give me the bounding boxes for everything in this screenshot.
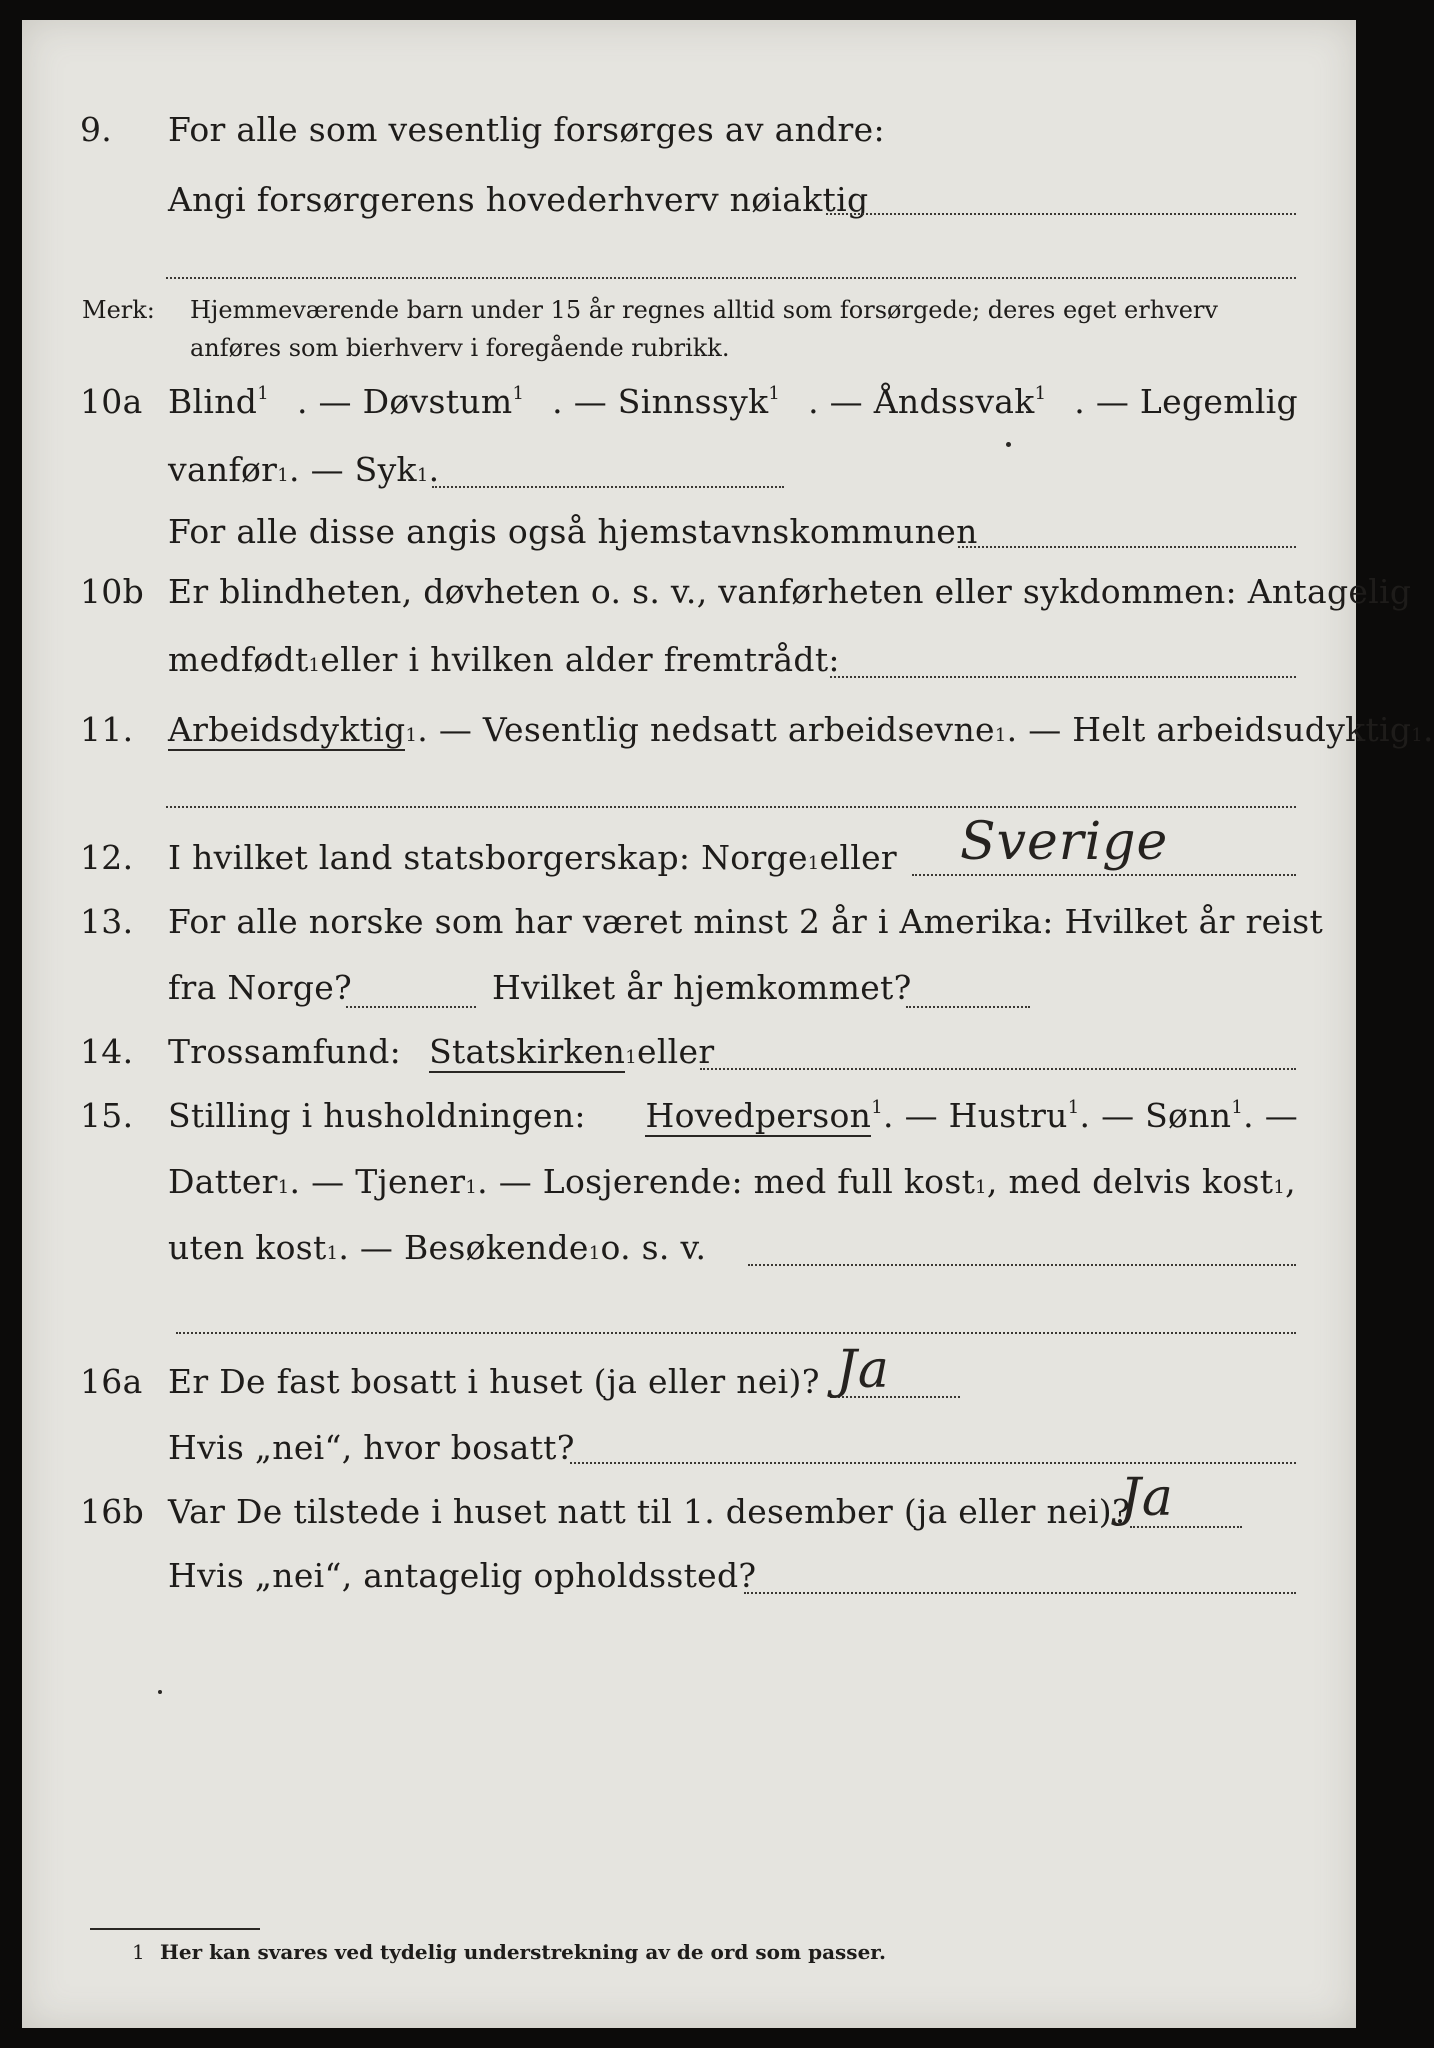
q12-number: 12.: [80, 838, 134, 877]
opt-full-kost[interactable]: . — Losjerende: med full kost: [477, 1162, 976, 1201]
opt-nedsatt[interactable]: . — Vesentlig nedsatt arbeidsevne: [417, 710, 995, 749]
q14-text: Trossamfund: Statskirken 1 eller: [168, 1032, 715, 1071]
q11-number: 11.: [80, 710, 134, 749]
opt-hovedperson-underlined[interactable]: Hovedperson: [645, 1096, 872, 1135]
q10a-text2: vanfør 1 . — Syk 1 .: [168, 450, 440, 489]
footnote-ref: 1: [1034, 383, 1047, 404]
punct: ,: [1285, 1162, 1296, 1201]
merk-text1: Hjemmeværende barn under 15 år regnes alltid som forsørgede; deres eget erhverv: [190, 296, 1218, 324]
q13-hjemkommet-label: Hvilket år hjemkommet?: [492, 968, 912, 1007]
ink-dot: [1006, 442, 1011, 447]
q10a-syk-field[interactable]: [432, 486, 784, 488]
footnote-ref: 1: [512, 383, 525, 404]
q13-number: 13.: [80, 902, 134, 941]
q12-text: I hvilket land statsborgerskap: Norge 1 eller: [168, 838, 897, 877]
opt-syk[interactable]: . — Syk: [289, 450, 417, 489]
opt-udyktig[interactable]: . — Helt arbeidsudyktig: [1006, 710, 1412, 749]
opt-statskirken-underlined[interactable]: Statskirken: [429, 1032, 626, 1071]
opt-delvis-kost[interactable]: , med delvis kost: [986, 1162, 1274, 1201]
punct: .: [1423, 710, 1434, 749]
opt-andssvak[interactable]: . — Åndssvak: [808, 382, 1035, 421]
q13-hjemkommet-field[interactable]: [906, 1006, 1030, 1008]
q15-text3: uten kost 1 . — Besøkende 1 o. s. v.: [168, 1228, 707, 1267]
q15-osv: o. s. v.: [600, 1228, 707, 1267]
footnote-ref: 1: [1067, 1097, 1080, 1118]
q9-text2: Angi forsørgerens hovederhverv nøiaktig: [168, 180, 869, 219]
footnote-rule: [90, 1928, 260, 1930]
q13-text: For alle norske som har været minst 2 år i Amerika: Hvilket år reist: [168, 902, 1324, 941]
q16a-text2: Hvis „nei“, hvor bosatt?: [168, 1428, 575, 1467]
q10b-text: Er blindheten, døvheten o. s. v., vanførheten eller sykdommen: Antagelig: [168, 572, 1412, 611]
q10b-alder-field[interactable]: [830, 676, 1296, 678]
q13-reist-label: fra Norge?: [168, 968, 353, 1007]
opt-blind[interactable]: Blind: [168, 382, 258, 421]
paper-speck: [158, 1690, 162, 1694]
q15-text: [168, 1096, 1298, 1135]
q13-text2: [168, 968, 912, 1007]
q12-eller: eller: [819, 838, 897, 877]
q16a-text: Er De fast bosatt i huset (ja eller nei)?: [168, 1362, 820, 1401]
q10b-text2: medfødt 1 eller i hvilken alder fremtrådt:: [168, 640, 840, 679]
footnote-ref: 1: [768, 383, 781, 404]
q11-text: Arbeidsdyktig 1 . — Vesentlig nedsatt arbeidsevne 1 . — Helt arbeidsudyktig 1 .: [168, 710, 1434, 749]
q12-answer-field[interactable]: [912, 874, 1296, 876]
punct: . —: [1243, 1096, 1298, 1135]
q14-answer-field[interactable]: [700, 1068, 1296, 1070]
q12-label: I hvilket land statsborgerskap: Norge: [168, 838, 808, 877]
q16a-bosatt-field[interactable]: [570, 1462, 1296, 1464]
footnote-ref: 1: [1231, 1097, 1244, 1118]
q10a-kommune-field[interactable]: [958, 546, 1296, 548]
q9-answer-field-2[interactable]: [166, 277, 1296, 279]
opt-arbeidsdyktig-underlined[interactable]: Arbeidsdyktig: [168, 710, 406, 749]
q15-answer-field-2[interactable]: [176, 1332, 1296, 1334]
q9-text: For alle som vesentlig forsørges av andre:: [168, 110, 885, 149]
q15-number: 15.: [80, 1096, 134, 1135]
q16b-text2: Hvis „nei“, antagelig opholdssted?: [168, 1556, 757, 1595]
merk-text2: anføres som bierhverv i foregående rubrikk.: [190, 334, 730, 362]
opt-besokende[interactable]: . — Besøkende: [338, 1228, 589, 1267]
opt-vanfor[interactable]: vanfør: [168, 450, 278, 489]
q16b-number: 16b: [80, 1492, 145, 1531]
q16b-text: Var De tilstede i huset natt til 1. desember (ja eller nei)?: [168, 1492, 1130, 1531]
footnote-text: Her kan svares ved tydelig understrekning av de ord som passer.: [160, 1940, 886, 1964]
q16b-handwritten-answer: Ja: [1120, 1468, 1174, 1528]
q14-label: Trossamfund:: [168, 1032, 402, 1071]
merk-label: Merk:: [82, 296, 155, 324]
q15-label: Stilling i husholdningen:: [168, 1096, 586, 1135]
q10a-text3: For alle disse angis også hjemstavnskommunen: [168, 512, 978, 551]
q16a-number: 16a: [80, 1362, 143, 1401]
opt-hustru[interactable]: . — Hustru: [882, 1096, 1068, 1135]
q15-text2: Datter 1 . — Tjener 1 . — Losjerende: med full kost 1 , med delvis kost 1 ,: [168, 1162, 1296, 1201]
footnote-mark: 1: [132, 1940, 145, 1964]
q10b-number: 10b: [80, 572, 145, 611]
q13-reist-field[interactable]: [346, 1006, 476, 1008]
q12-handwritten-answer: Sverige: [960, 812, 1169, 872]
opt-datter[interactable]: Datter: [168, 1162, 278, 1201]
q11-answer-field[interactable]: [166, 806, 1296, 808]
footnote-ref: 1: [257, 383, 270, 404]
q9-number: 9.: [80, 110, 113, 149]
opt-dovstum[interactable]: . — Døvstum: [296, 382, 513, 421]
q16a-handwritten-answer: Ja: [836, 1340, 890, 1400]
q10b-alder-label: eller i hvilken alder fremtrådt:: [320, 640, 840, 679]
q16b-opholdssted-field[interactable]: [744, 1592, 1296, 1594]
q14-number: 14.: [80, 1032, 134, 1071]
opt-uten-kost[interactable]: uten kost: [168, 1228, 327, 1267]
q10a-text: [168, 382, 1298, 421]
opt-legemlig[interactable]: . — Legemlig: [1074, 382, 1298, 421]
q14-eller: eller: [636, 1032, 715, 1071]
punct: .: [428, 450, 440, 489]
q10a-number: 10a: [80, 382, 143, 421]
footnote-ref: 1: [871, 1097, 883, 1118]
q15-answer-field[interactable]: [748, 1264, 1296, 1266]
opt-sinnssyk[interactable]: . — Sinnssyk: [552, 382, 769, 421]
opt-tjener[interactable]: . — Tjener: [289, 1162, 466, 1201]
opt-sonn[interactable]: . — Sønn: [1079, 1096, 1232, 1135]
q9-answer-field[interactable]: [826, 213, 1296, 215]
opt-medfodt[interactable]: medfødt: [168, 640, 309, 679]
